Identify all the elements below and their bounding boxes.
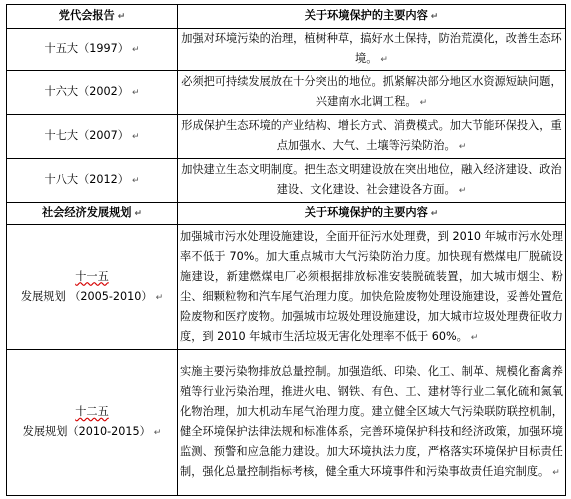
table-row — [7, 225, 566, 350]
congress-content-cell — [178, 71, 566, 115]
paragraph-mark-icon: ↵ — [430, 209, 439, 219]
party-congress-header-cell — [7, 5, 178, 29]
congress-label-cell — [7, 29, 178, 71]
development-plan-header: 社会经济发展规划 — [41, 206, 132, 219]
content-header-cell — [178, 203, 566, 225]
congress-content-cell — [178, 29, 566, 71]
paragraph-mark-icon: ↵ — [131, 88, 140, 98]
congress-content: 形成保护生态环境的产业结构、增长方式、消费模式。加大节能环保投入，重点加强水、大气、土壤等污染防治。 — [181, 119, 562, 152]
congress-label: 十五大（1997） — [44, 42, 129, 55]
congress-label-cell — [7, 71, 178, 115]
plan-period: 发展规划 （2005-2010） — [20, 289, 153, 303]
party-congress-header: 党代会报告 — [58, 9, 115, 22]
paragraph-mark-icon: ↵ — [155, 292, 164, 303]
plan-label-cell — [7, 350, 178, 496]
paragraph-mark-icon: ↵ — [131, 45, 140, 55]
content-header-cell — [178, 5, 566, 29]
development-plan-header-cell — [7, 203, 178, 225]
congress-label: 十七大（2007） — [44, 129, 129, 142]
congress-content-cell — [178, 159, 566, 203]
congress-label-cell — [7, 115, 178, 159]
paragraph-mark-icon: ↵ — [134, 209, 143, 219]
table-row — [7, 71, 566, 115]
congress-content: 加强对环境污染的治理，植树种草，搞好水土保持，防治荒漠化，改善生态环境。 — [181, 32, 562, 65]
congress-content: 必须把可持续发展放在十分突出的地位。抓紧解决部分地区水资源短缺问题，兴建南水北调工程。 — [181, 75, 562, 108]
plan-name: 十一五 — [75, 269, 109, 283]
plan-content: 实施主要污染物排放总量控制。加强造纸、印染、化工、制革、规模化畜禽养殖等行业污染治理，推进火电、钢铁、有色、工、建材等行业二氧化硫和氮氧化物治理，加大机动车尾气治理力度。建立健全区域大气污染联防联控机制，健全环境保护法律法规和标准体系，完善环境保护科技和经济政策，加强环境监测、预警和应急能力建设。加大环境执法力度，严格落实环境保护目标责任制，强化总量控制指标考核，健全重大环境事件和污染事故责任追究制度。 — [180, 365, 563, 478]
paragraph-mark-icon: ↵ — [458, 186, 467, 196]
plan-content-cell — [178, 350, 566, 496]
congress-label: 十八大（2012） — [44, 173, 129, 186]
content-header: 关于环境保护的主要内容 — [304, 206, 428, 219]
plan-period: 发展规划（2010-2015） — [22, 425, 151, 438]
congress-label-cell — [7, 159, 178, 203]
paragraph-mark-icon: ↵ — [380, 55, 388, 65]
paragraph-mark-icon: ↵ — [470, 332, 479, 343]
congress-content: 加快建立生态文明制度。把生态文明建设放在突出地位，融入经济建设、政治建设、文化建设、社会建设各方面。 — [181, 163, 562, 196]
paragraph-mark-icon: ↵ — [117, 12, 126, 22]
plan-content-cell — [178, 225, 566, 350]
paragraph-mark-icon: ↵ — [419, 98, 428, 108]
paragraph-mark-icon: ↵ — [458, 142, 467, 152]
paragraph-mark-icon: ↵ — [430, 12, 439, 22]
environment-policy-table — [6, 4, 566, 496]
table-row — [7, 115, 566, 159]
table-row — [7, 350, 566, 496]
paragraph-mark-icon: ↵ — [552, 468, 560, 478]
table-row — [7, 29, 566, 71]
plan-label-cell — [7, 225, 178, 350]
table-row — [7, 159, 566, 203]
congress-label: 十六大（2002） — [44, 85, 129, 98]
plan-content: 加强城市污水处理设施建设，全面开征污水处理费，到 2010 年城市污水处理率不低于 70%。加大重点城市大气污染防治力度。加快现有燃煤电厂脱硫设施建设，新建燃煤电厂必须根据排放标准安装脱硫装置，加大城市烟尘、粉尘、细颗粒物和汽车尾气治理力度。加快危险废物处理设施建设，妥善处置危险废物和医疗废物。加强城市垃圾处理设施建设，加大城市垃圾处理费征收力度，到 2010 年城市生活垃圾无害化处理率不低于 60%。 — [180, 229, 563, 343]
party-congress-header-row — [7, 5, 566, 29]
congress-content-cell — [178, 115, 566, 159]
content-header: 关于环境保护的主要内容 — [304, 9, 428, 22]
paragraph-mark-icon: ↵ — [131, 176, 140, 186]
development-plan-header-row — [7, 203, 566, 225]
paragraph-mark-icon: ↵ — [153, 428, 162, 438]
plan-name: 十二五 — [75, 405, 109, 418]
paragraph-mark-icon: ↵ — [131, 132, 140, 142]
